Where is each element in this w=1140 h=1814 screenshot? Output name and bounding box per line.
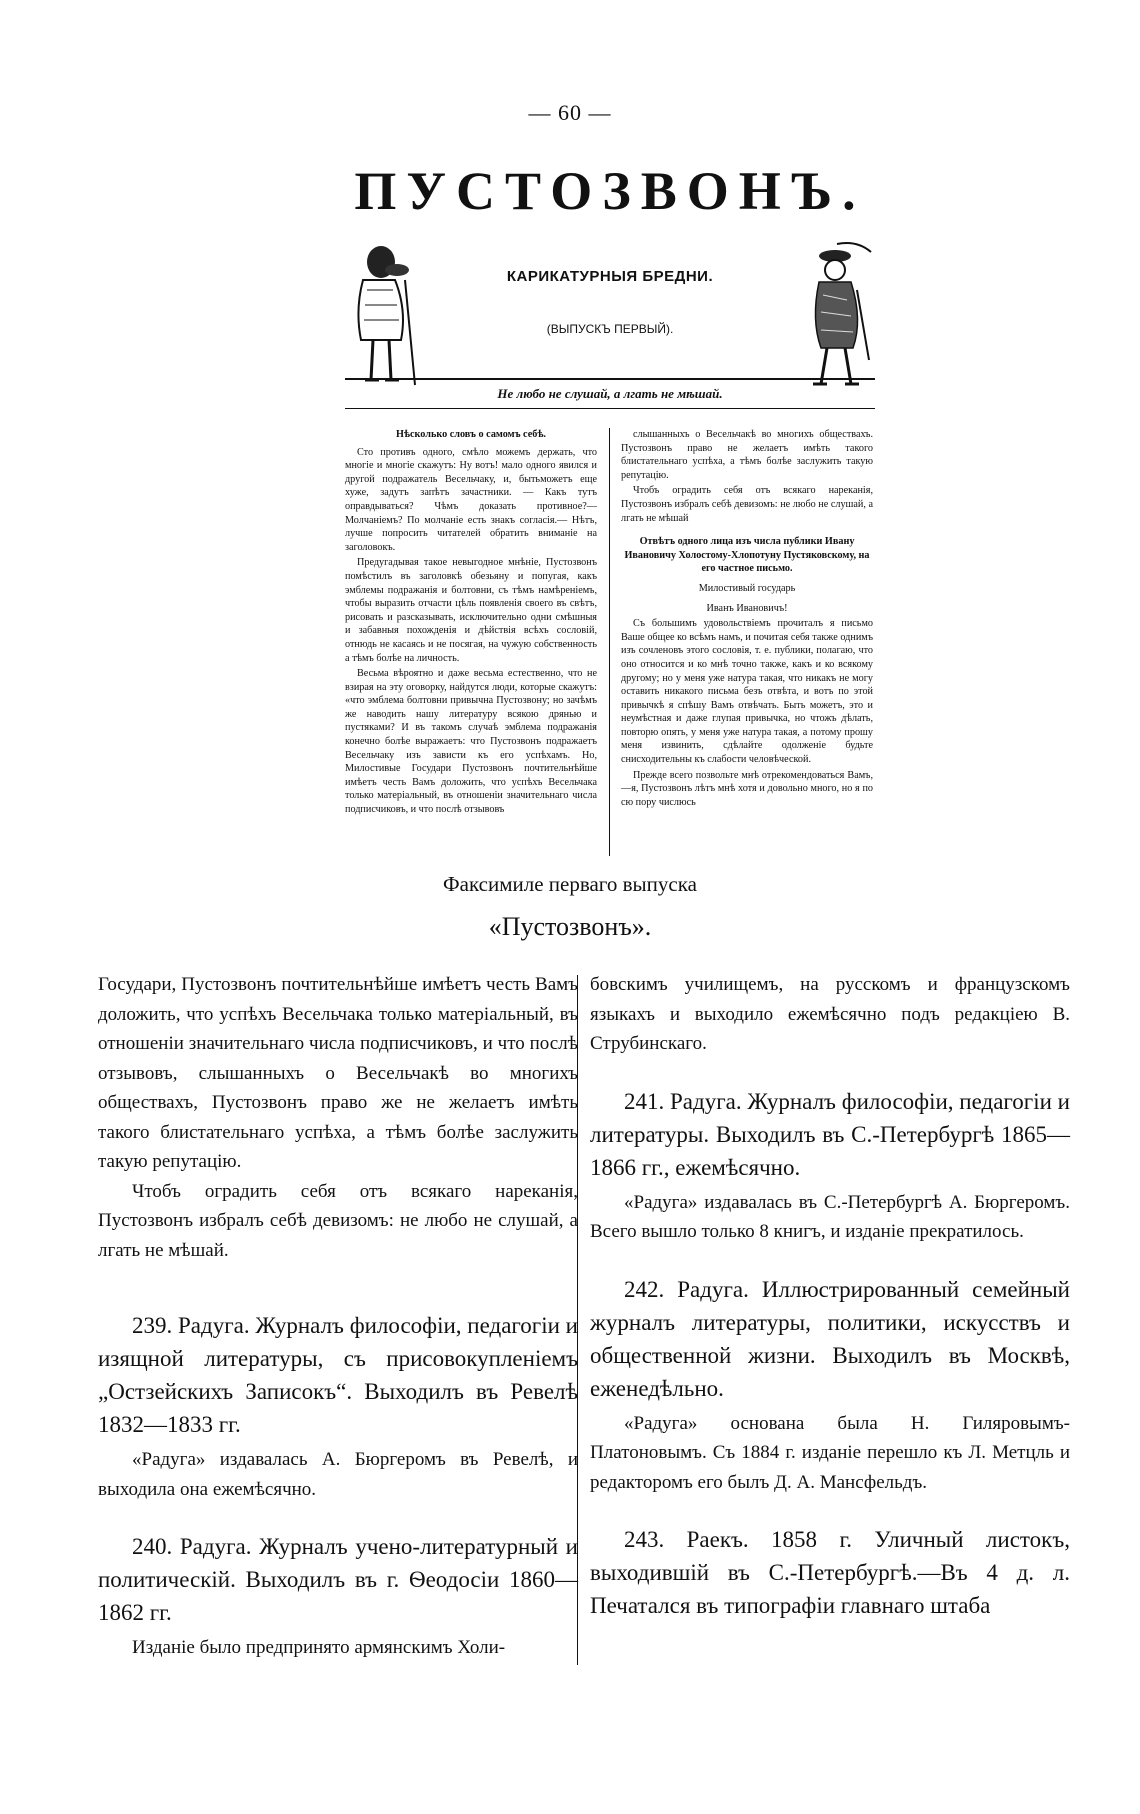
facsimile-image (345, 160, 875, 870)
body-paragraph: Государи, Пустозвонъ почтительнѣйше имѣетъ честь Вамъ доложить, что успѣхъ Весельчака только матеріальный, въ отношеніи значительнаго числа подписчиковъ, и что послѣ отзывовъ, слышанныхъ о Весельчакѣ во многихъ обществахъ, Пустозвонъ право же не желаетъ имѣть такого блистательнаго успѣха, а тѣмъ болѣе заслужить такую репутацію. (98, 974, 578, 1172)
entry-243: 243. Раекъ. 1858 г. Уличный листокъ, выходившій въ С.-Петербургѣ.—Въ 4 д. л. Печатался въ типографіи главнаго штаба (590, 1527, 1070, 1618)
motto-rule-top (345, 378, 875, 380)
main-left-column (98, 970, 578, 1663)
facsimile-caption: Факсимиле перваго выпуска (443, 872, 697, 896)
main-right-column (590, 970, 1070, 1622)
page-number: — 60 — (528, 100, 612, 125)
facsimile-paragraph: Чтобъ оградить себя отъ всякаго нареканія, Пустозвонъ избралъ себѣ девизомъ: не любо не слушай, а лгать не мѣшай (621, 485, 873, 524)
facsimile-left-heading: Нѣсколько словъ о самомъ себѣ. (396, 429, 546, 440)
facsimile-paragraph: Весьма вѣроятно и даже весьма естественно, что не взирая на эту оговорку, найдутся люди, которые скажутъ: «что эмблема болтовни привычна Пустозвону; но зачѣмъ же наводить нашу литературу всякою дрянью и пустяками? И въ такомъ случаѣ эмблема подражанія конечно болѣе выражаетъ: что Пустозвонъ подражаетъ Весельчаку изъ зависти къ его успѣхамъ. Но, Милостивые Государи Пустозвонъ почтительнѣйше имѣетъ честь Вамъ доложить, что успѣхъ Весельчака только матеріальный, въ отношеніи значительнаго числа подписчиковъ, и что послѣ отзывовъ (345, 668, 597, 816)
entry-240: 240. Радуга. Журналъ учено-литературный и политическій. Выходилъ въ г. Ѳеодосіи 1860—1862 гг. (98, 1534, 578, 1625)
facsimile-paragraph: слышанныхъ о Весельчакѣ во многихъ обществахъ. Пустозвонъ право не желаетъ имѣть такого блистательнаго успѣха, а тѣмъ болѣе заслужить такую репутацію. (621, 429, 873, 481)
main-column-divider (577, 975, 578, 1665)
facsimile-salutation: Милостивый государь (698, 582, 796, 594)
caricature-left-figure (345, 240, 423, 390)
facsimile-paragraph: Съ большимъ удовольствіемъ прочиталъ я письмо Ваше общее ко всѣмъ намъ, и почитая себя также однимъ изъ сочленовъ этого сословія, т. е. публики, полагаю, что оно относится и ко мнѣ точно также, какъ и ко всякому другому; но у меня уже натура такая, что никакъ не могу оставить никакого письма безъ отвѣта, и вотъ по этой привычкѣ я спѣшу Вамъ отвѣчать. Быть можетъ, это и неумѣстная и даже глупая привычка, но чтожъ дѣлать, повторю опять, у меня уже натура такая, а потому прошу меня извинить, сдѣлайте одолженіе будьте снисходительны къ слабости человѣческой. (621, 618, 873, 766)
facsimile-paragraph: Прежде всего позвольте мнѣ отрекомендоваться Вамъ,—я, Пустозвонъ лѣтъ мнѣ хотя и довольно много, но я по сю пору числюсь (621, 769, 873, 808)
facsimile-paragraph: Предугадывая такое невыгодное мнѣніе, Пустозвонъ помѣстилъ въ заголовкѣ обезьяну и попугая, какъ эмблемы подражанія и болтовни, съ тѣмъ намѣреніемъ, чтобы выразить отчасти цѣль появленія своего въ свѣтъ, рисовать и разсказывать, исключительно одни смѣшныя и забавныя похожденія и дѣйствія всѣхъ сословій, отнюдь не касаясь и не посягая, на чужую собственность а тѣмъ болѣе на личность. (345, 557, 597, 664)
facsimile-caption-title: «Пустозвонъ». (488, 912, 652, 941)
motto-rule-bottom (345, 408, 875, 409)
facsimile-issue: (ВЫПУСКЪ ПЕРВЫЙ). (546, 322, 674, 336)
entry-240-note: Изданіе было предпринято армянскимъ Холи- (132, 1637, 506, 1658)
entry-239: 239. Радуга. Журналъ философіи, педагогіи и изящной литературы, съ присовокупленіемъ „Остзейскихъ Записокъ“. Выходилъ въ Ревелѣ 1832—1833 гг. (98, 1313, 578, 1437)
body-paragraph: Чтобъ оградить себя отъ всякаго нареканія, Пустозвонъ избралъ себѣ девизомъ: не любо не слушай, а лгать не мѣшай. (98, 1180, 578, 1261)
entry-239-note: «Радуга» издавалась А. Бюргеромъ въ Ревелѣ, и выходила она ежемѣсячно. (98, 1449, 578, 1500)
caricature-right-figure (797, 240, 875, 390)
facsimile-paragraph: Сто противъ одного, смѣло можемъ держать, что многіе и многіе скажутъ: Ну вотъ! мало одного явился и другой подражатель Весельчаку, и, бытьможетъ еще хуже, задутъ запѣтъ зачастники. — Какъ тутъ оправдываться? Чѣмъ доказать противное?—Молчаніемъ? По молчаніе есть знакъ согласія.— Нѣтъ, лучше попросить читателей обратить вниманіе на заголовокъ. (345, 446, 597, 553)
facsimile-left-column (345, 428, 597, 819)
facsimile-masthead: ПУСТОЗВОНЪ. (354, 161, 866, 221)
entry-242: 242. Радуга. Иллюстрированный семейный журналъ литературы, политики, искусствъ и общественной жизни. Выходилъ въ Москвѣ, еженедѣльно. (590, 1276, 1070, 1401)
entry-241-note: «Радуга» издавалась въ С.-Петербургѣ А. Бюргеромъ. Всего вышло только 8 книгъ, и изданіе прекратилось. (590, 1191, 1070, 1242)
entry-242-note: «Радуга» основана была Н. Гиляровымъ-Платоновымъ. Съ 1884 г. изданіе перешло къ Л. Метцль и редакторомъ его былъ Д. А. Мансфельдъ. (590, 1412, 1070, 1493)
entry-241: 241. Радуга. Журналъ философіи, педагогіи и литературы. Выходилъ въ С.-Петербургѣ 1865—1866 гг., ежемѣсячно. (590, 1088, 1070, 1180)
facsimile-motto: Не любо не слушай, а лгать не мѣшай. (497, 386, 723, 401)
facsimile-salutation-name: Иванъ Ивановичъ! (706, 602, 788, 614)
body-paragraph: бовскимъ училищемъ, на русскомъ и французскомъ языкахъ и выходило ежемѣсячно подъ редакціею В. Струбинскаго. (590, 974, 1070, 1054)
facsimile-right-column (621, 428, 873, 811)
facsimile-subtitle: КАРИКАТУРНЫЯ БРЕДНИ. (506, 268, 714, 285)
facsimile-right-heading: Отвѣтъ одного лица изъ числа публики Ивану Ивановичу Холостому-Хлопотуну Пустяковскому, на его частное письмо. (624, 536, 870, 575)
facsimile-column-divider (609, 428, 610, 856)
